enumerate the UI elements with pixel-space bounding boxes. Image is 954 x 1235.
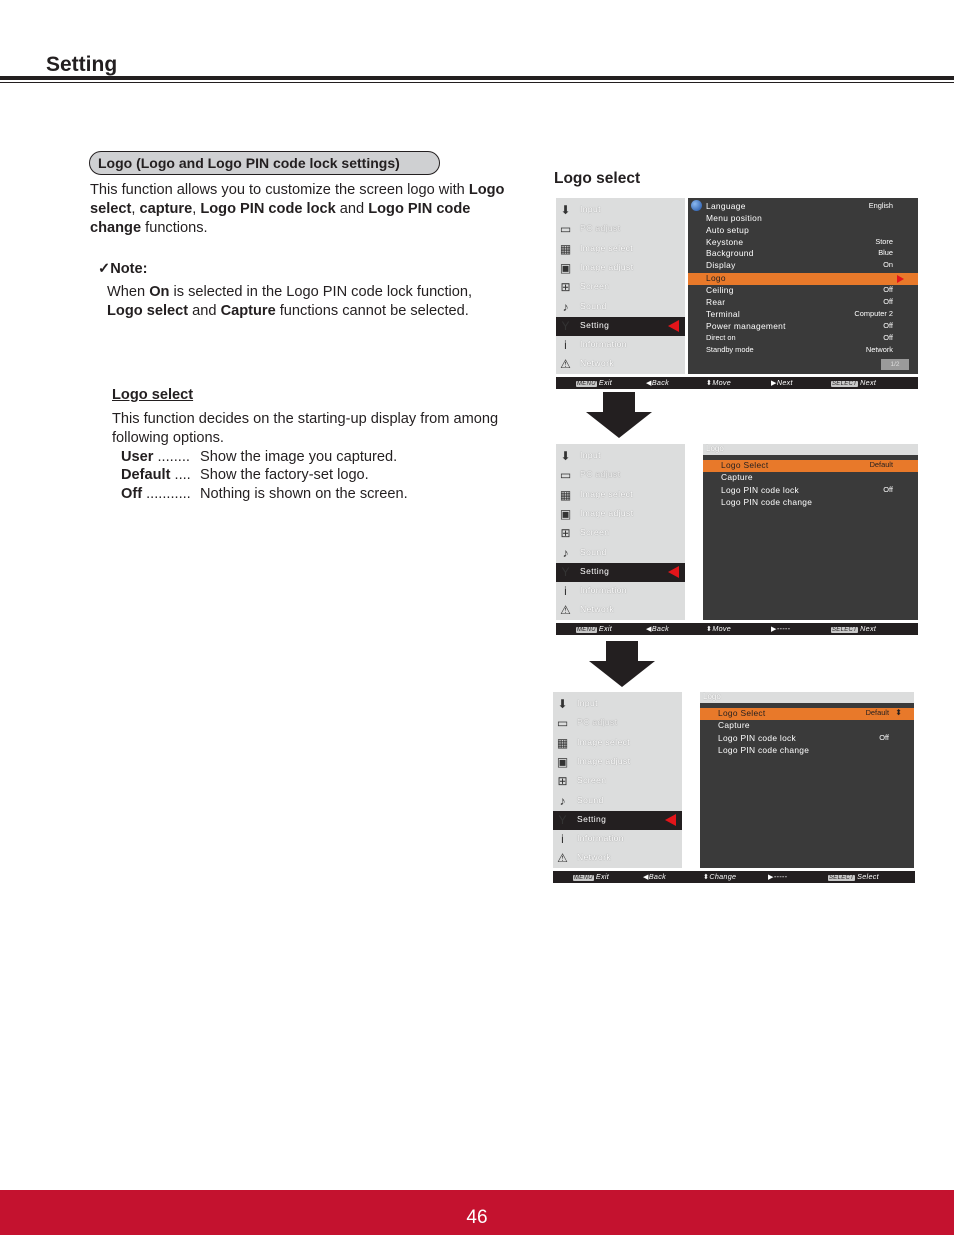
setting-item-value: Network — [865, 345, 893, 354]
menu-item-label: Setting — [577, 813, 607, 824]
sound-icon: ♪ — [562, 545, 569, 560]
header-rule-thin — [0, 82, 954, 83]
menu-item-input[interactable] — [556, 201, 685, 220]
menu-item-label: Image select — [580, 242, 633, 253]
selected-pointer-icon — [668, 320, 679, 332]
menu-item-label: Screen — [580, 281, 610, 292]
setting-icon: Y — [558, 812, 567, 827]
setting-item-menu-position[interactable] — [688, 213, 918, 225]
menu-item-sound[interactable] — [553, 792, 682, 811]
setting-item-label: Display — [706, 260, 736, 270]
menu-item-label: Image select — [577, 736, 630, 747]
logo-item-label: Logo Select — [721, 460, 769, 470]
setting-item-label: Menu position — [706, 213, 763, 223]
menu-item-information[interactable] — [553, 830, 682, 849]
setting-item-label: Language — [706, 201, 746, 211]
menu-item-pc-adjust[interactable] — [556, 220, 685, 239]
logo-item-capture[interactable] — [703, 472, 918, 484]
setting-item-direct-on[interactable] — [688, 333, 918, 345]
selected-pointer-icon — [668, 566, 679, 578]
setting-submenu — [688, 198, 918, 374]
down-arrow-icon — [589, 641, 655, 687]
option-off: Off ........... Nothing is shown on the screen. — [121, 486, 408, 502]
setting-item-value: Computer 2 — [854, 309, 893, 318]
setting-item-label: Terminal — [706, 309, 741, 319]
menu-item-setting[interactable] — [553, 811, 682, 830]
setting-item-label: Auto setup — [706, 225, 750, 235]
menu-item-label: Screen — [577, 775, 607, 786]
menu-item-label: Network — [580, 604, 614, 615]
page-number: 46 — [466, 1207, 488, 1228]
menu-item-network[interactable] — [556, 601, 685, 620]
menu-item-pc-adjust[interactable] — [553, 714, 682, 733]
menu-item-label: Image adjust — [580, 507, 634, 518]
pc-adjust-icon: ▭ — [559, 468, 572, 483]
setting-item-display[interactable] — [688, 260, 918, 272]
pc-adjust-icon: ▭ — [556, 716, 569, 731]
menu-item-screen[interactable] — [556, 278, 685, 297]
page-title: Setting — [46, 53, 118, 76]
setting-item-terminal[interactable] — [688, 309, 918, 321]
menu-item-information[interactable] — [556, 336, 685, 355]
setting-item-value: Off — [883, 321, 893, 330]
setting-item-ceiling[interactable] — [688, 285, 918, 297]
menu-item-label: Information — [580, 339, 627, 350]
setting-icon: Y — [561, 318, 570, 333]
menu-item-image-adjust[interactable] — [553, 753, 682, 772]
menu-item-setting[interactable] — [556, 317, 685, 336]
setting-item-auto-setup[interactable] — [688, 225, 918, 237]
logo-item-label: Capture — [721, 472, 753, 482]
setting-item-logo[interactable] — [688, 273, 918, 285]
image-select-icon: ▦ — [556, 735, 569, 750]
logo-item-logo-pin-code-change[interactable] — [703, 497, 918, 509]
menu-item-label: Sound — [577, 794, 604, 805]
setting-item-value: Store — [875, 237, 893, 246]
option-default: Default .... Show the factory-set logo. — [121, 467, 369, 483]
setting-item-language[interactable] — [688, 201, 918, 213]
menu-item-label: Image select — [580, 488, 633, 499]
logo-item-label: Logo Select — [718, 708, 766, 718]
menu-item-label: Setting — [580, 319, 610, 330]
menu-item-label: PC adjust — [580, 223, 621, 234]
setting-icon: Y — [561, 564, 570, 579]
page-footer — [0, 1190, 954, 1235]
logo-item-logo-pin-code-lock[interactable] — [703, 485, 918, 497]
logo-item-value: Default — [865, 708, 889, 717]
input-icon: ⬇ — [557, 697, 568, 711]
setting-item-label: Direct on — [706, 333, 736, 342]
menu-item-label: Image adjust — [577, 755, 631, 766]
selected-pointer-icon — [665, 814, 676, 826]
logo-item-label: Logo PIN code lock — [721, 485, 800, 495]
setting-item-value: On — [883, 260, 893, 269]
logo-select-heading: Logo select — [112, 387, 194, 403]
sound-icon: ♪ — [562, 299, 569, 314]
screen-icon: ⊞ — [560, 526, 571, 541]
menu-item-image-adjust[interactable] — [556, 505, 685, 524]
menu-item-label: PC adjust — [577, 717, 618, 728]
setting-item-standby-mode[interactable] — [688, 345, 918, 357]
setting-item-label: Ceiling — [706, 285, 734, 295]
setting-item-value: Off — [883, 333, 893, 342]
input-icon: ⬇ — [560, 449, 571, 463]
menu-item-sound[interactable] — [556, 544, 685, 563]
menu-item-label: Image adjust — [580, 261, 634, 272]
setting-item-label: Keystone — [706, 237, 744, 247]
image-select-icon: ▦ — [559, 487, 572, 502]
logo-item-label: Capture — [718, 720, 750, 730]
image-adjust-icon: ▣ — [559, 506, 572, 521]
menu-item-label: PC adjust — [580, 469, 621, 480]
setting-item-rear[interactable] — [688, 297, 918, 309]
menu-item-screen[interactable] — [556, 524, 685, 543]
logo-item-label: Logo PIN code lock — [718, 733, 797, 743]
note-paragraph: When On is selected in the Logo PIN code lock function, Logo select and Capture functions cannot be selected. — [107, 284, 473, 319]
menu-item-setting[interactable] — [556, 563, 685, 582]
network-icon: ⚠ — [557, 851, 568, 866]
logo-submenu — [703, 444, 918, 620]
image-adjust-icon: ▣ — [556, 754, 569, 769]
menu-item-network[interactable] — [556, 355, 685, 374]
logo-item-logo-select[interactable] — [703, 460, 918, 472]
menu-item-label: Input — [580, 450, 601, 460]
menu-item-label: Sound — [580, 546, 607, 557]
setting-item-label: Logo — [706, 273, 726, 283]
setting-item-label: Standby mode — [706, 345, 754, 354]
menu-item-sound[interactable] — [556, 298, 685, 317]
sound-icon: ♪ — [559, 793, 566, 808]
menu-item-image-select[interactable] — [556, 486, 685, 505]
information-icon: i — [561, 832, 564, 847]
setting-item-value: Off — [883, 285, 893, 294]
menu-item-input[interactable] — [556, 447, 685, 466]
menu-item-label: Setting — [580, 565, 610, 576]
logo-item-logo-pin-code-change[interactable] — [700, 745, 914, 757]
menu-item-information[interactable] — [556, 582, 685, 601]
setting-item-label: Power management — [706, 321, 786, 331]
logo-submenu — [700, 692, 914, 868]
image-select-icon: ▦ — [559, 241, 572, 256]
submenu-arrow-icon — [897, 275, 904, 283]
menu-item-label: Input — [580, 204, 601, 214]
menu-item-image-select[interactable] — [556, 240, 685, 259]
logo-item-capture[interactable] — [700, 720, 914, 732]
menu-footer: MENU Exit ◀Back ⬍Move ▶----- SELECT Next — [556, 623, 918, 635]
logo-item-logo-select[interactable] — [700, 708, 914, 720]
down-arrow-icon — [586, 392, 652, 438]
logo-select-description: This function decides on the starting-up display from among following options. — [112, 411, 499, 446]
page-indicator: 1/2 — [881, 359, 909, 370]
logo-item-label: Logo PIN code change — [718, 745, 810, 755]
setting-item-value: Off — [883, 297, 893, 306]
setting-item-value: English — [868, 201, 893, 210]
menu-item-image-adjust[interactable] — [556, 259, 685, 278]
submenu-header: Logo — [703, 444, 918, 455]
setting-item-power-management[interactable] — [688, 321, 918, 333]
screen-icon: ⊞ — [557, 774, 568, 789]
option-user: User ........ Show the image you captured. — [121, 449, 398, 465]
menu-item-pc-adjust[interactable] — [556, 466, 685, 485]
menu-item-screen[interactable] — [553, 772, 682, 791]
main-menu-list — [556, 198, 685, 374]
network-icon: ⚠ — [560, 603, 571, 618]
submenu-header: Logo — [700, 692, 914, 703]
menu-item-label: Information — [577, 833, 624, 844]
menu-item-label: Information — [580, 585, 627, 596]
menu-footer: MENU Exit ◀Back ⬍Change ▶----- SELECT Select — [553, 871, 915, 883]
network-icon: ⚠ — [560, 357, 571, 372]
pc-adjust-icon: ▭ — [559, 222, 572, 237]
main-menu-list — [556, 444, 685, 620]
logo-item-value: Off — [883, 485, 893, 494]
setting-item-value: Blue — [878, 248, 893, 257]
main-menu-list — [553, 692, 682, 868]
menu-item-input[interactable] — [553, 695, 682, 714]
logo-item-value: Default — [869, 460, 893, 469]
setting-item-background[interactable] — [688, 248, 918, 260]
menu-footer: MENU Exit ◀Back ⬍Move ▶Next SELECT Next — [556, 377, 918, 389]
up-down-icon: ⬍ — [895, 708, 902, 717]
menu-item-label: Screen — [580, 527, 610, 538]
menu-item-label: Network — [577, 852, 611, 863]
image-adjust-icon: ▣ — [559, 260, 572, 275]
header-rule — [0, 76, 954, 80]
menu-item-image-select[interactable] — [553, 734, 682, 753]
screen-icon: ⊞ — [560, 280, 571, 295]
setting-item-label: Rear — [706, 297, 726, 307]
input-icon: ⬇ — [560, 203, 571, 217]
setting-item-label: Background — [706, 248, 754, 258]
intro-paragraph: This function allows you to customize the screen logo with Logo select, capture, Logo PIN code lock and Logo PIN code change functions. — [90, 182, 505, 236]
logo-item-value: Off — [879, 733, 889, 742]
information-icon: i — [564, 584, 567, 599]
menu-item-label: Sound — [580, 300, 607, 311]
figure-title: Logo select — [554, 170, 641, 187]
section-heading: Logo (Logo and Logo PIN code lock settings) — [89, 151, 440, 175]
menu-item-label: Input — [577, 698, 598, 708]
logo-item-logo-pin-code-lock[interactable] — [700, 733, 914, 745]
logo-item-label: Logo PIN code change — [721, 497, 813, 507]
information-icon: i — [564, 338, 567, 353]
menu-item-label: Network — [580, 358, 614, 369]
menu-item-network[interactable] — [553, 849, 682, 868]
note-heading: ✓Note: — [98, 261, 148, 277]
